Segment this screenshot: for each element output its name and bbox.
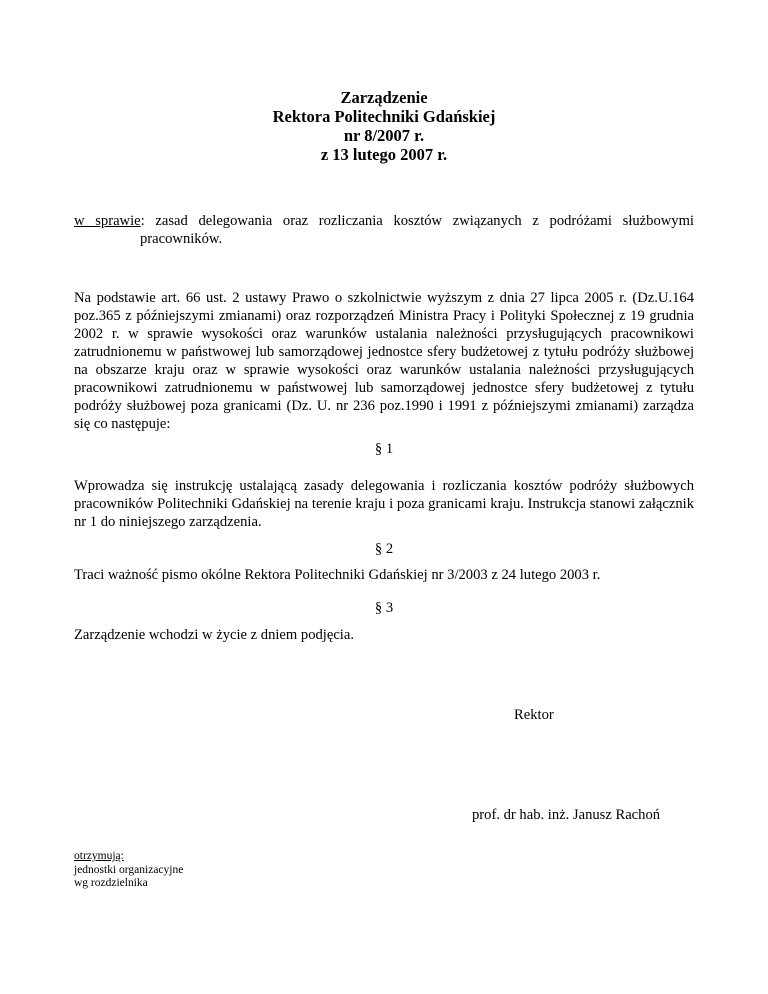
section-3-text: Zarządzenie wchodzi w życie z dniem podjęcia. [74, 627, 354, 643]
section-2-heading: § 2 [374, 541, 394, 557]
recipients-label: otrzymują: [74, 850, 124, 862]
section-2-text: Traci ważność pismo okólne Rektora Politechniki Gdańskiej nr 3/2003 z 24 lutego 2003 r. [74, 567, 601, 583]
subject-label: w sprawie [74, 213, 141, 229]
recipients-line: wg rozdzielnika [74, 877, 148, 889]
document-title [0, 88, 768, 164]
recipients-line: jednostki organizacyjne [74, 863, 184, 876]
signature-role: Rektor [514, 707, 554, 723]
title-line-ordinance: Zarządzenie [340, 88, 428, 107]
recipients-block [74, 850, 183, 891]
section-1-text: Wprowadza się instrukcję ustalającą zasady delegowania i rozliczania kosztów podróży służbowych pracowników Politechniki Gdańskiej na terenie kraju i poza granicami kraju. Instrukcja stanowi załącznik nr 1 do niniejszego zarządzenia. [74, 478, 694, 530]
section-1-heading: § 1 [374, 441, 394, 457]
subject-line-2: pracowników. [140, 231, 223, 247]
section-3-heading: § 3 [374, 600, 394, 616]
subject-line-1 [74, 212, 694, 230]
subject-block [74, 212, 694, 248]
title-line-date: z 13 lutego 2007 r. [320, 145, 448, 164]
signature-name: prof. dr hab. inż. Janusz Rachoń [472, 807, 661, 823]
title-line-number: nr 8/2007 r. [343, 126, 425, 145]
subject-text: : zasad delegowania oraz rozliczania kosztów związanych z podróżami służbowymi [140, 213, 694, 229]
legal-basis-paragraph: Na podstawie art. 66 ust. 2 ustawy Prawo o szkolnictwie wyższym z dnia 27 lipca 2005 r. (Dz.U.164 poz.365 z późniejszymi zmianami) oraz rozporządzeń Ministra Pracy i Polityki Społecznej z 19 grudnia 2002 r. w sprawie wysokości oraz warunków ustalania należności przysługujących pracownikowi zatrudnionemu w państwowej lub samorządowej jednostce sfery budżetowej z tytułu podróży służbowej na obszarze kraju oraz w sprawie wysokości oraz warunków ustalania należności przysługujących pracownikowi zatrudnionemu w państwowej lub samorządowej jednostce sfery budżetowej z tytułu podróży służbowej poza granicami (Dz. U. nr 236 poz.1990 i 1991 z późniejszymi zmianami) zarządza się co następuje: [74, 290, 694, 432]
title-line-issuer: Rektora Politechniki Gdańskiej [272, 107, 496, 126]
